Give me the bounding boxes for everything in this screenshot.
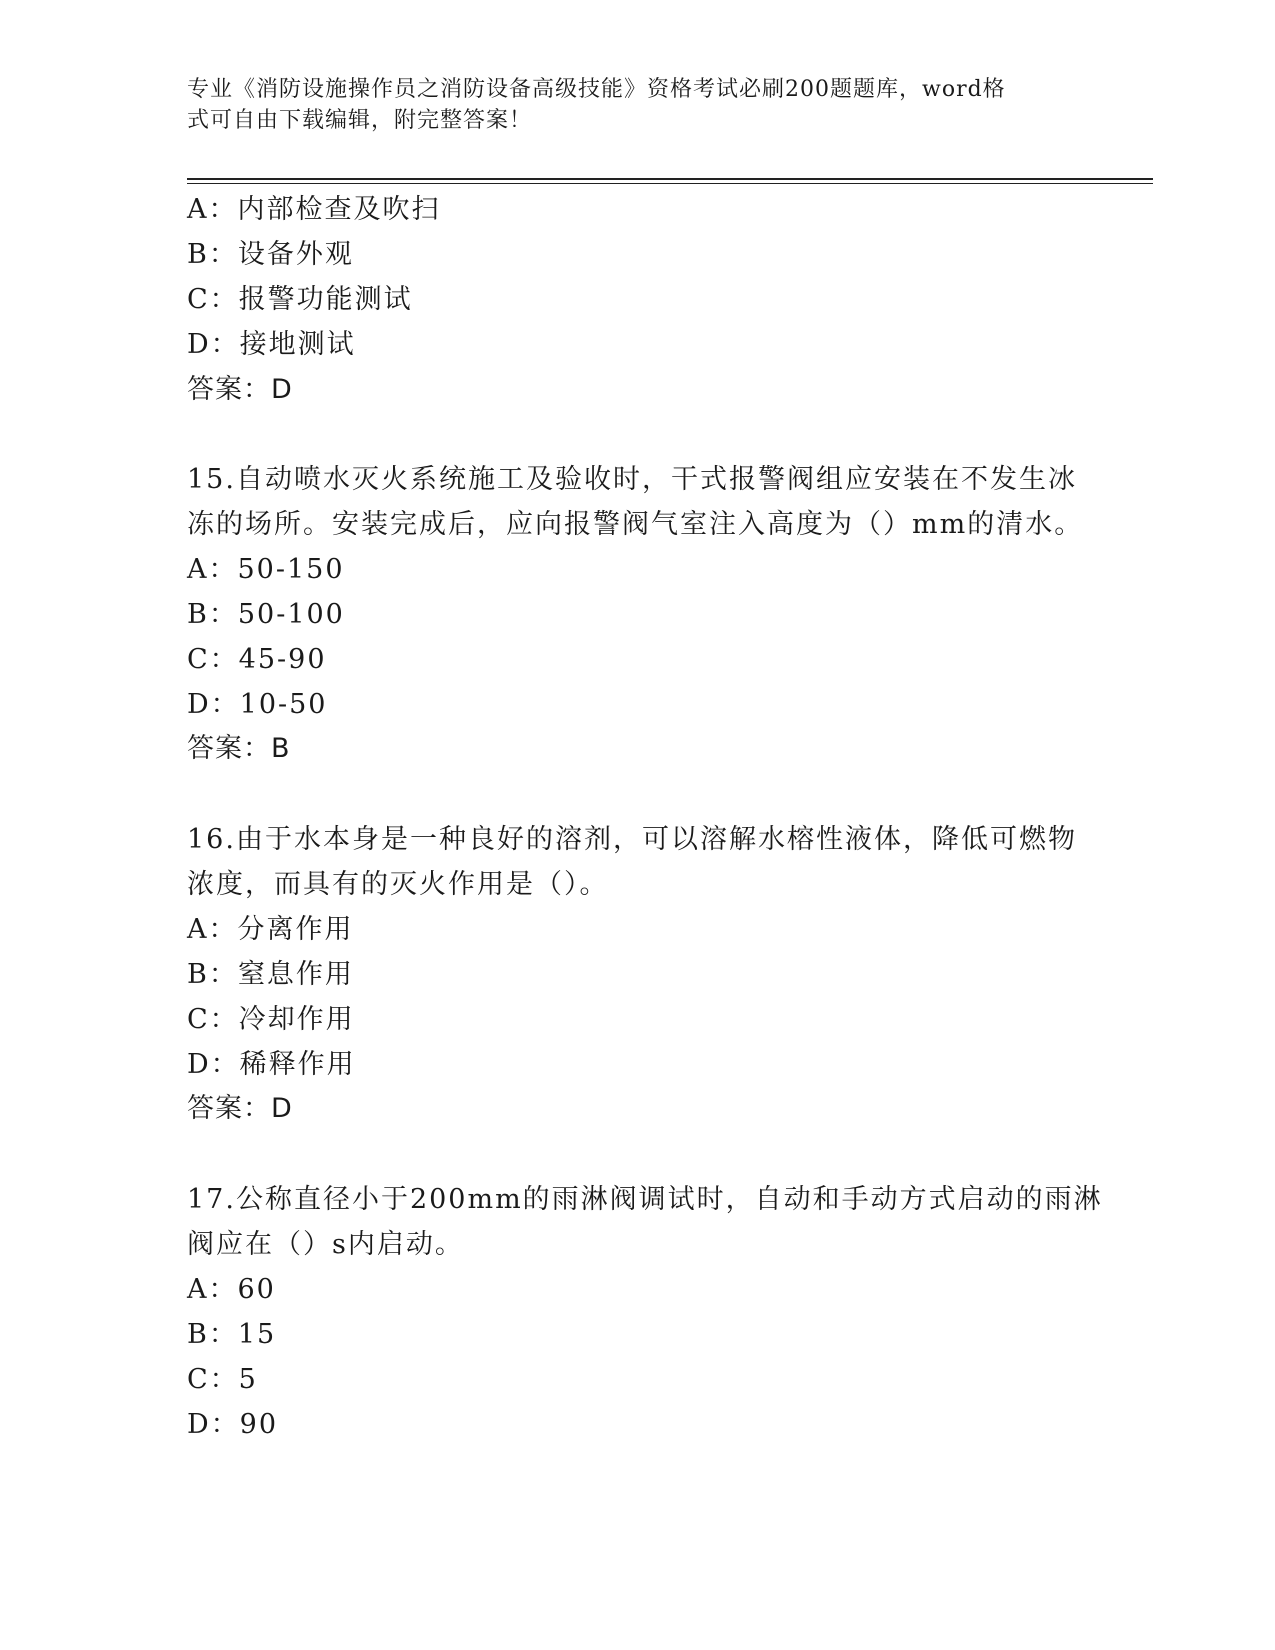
question-16-line-2: 浓度，而具有的灭火作用是（）。 [187,869,609,900]
question-15-line-1: 15.自动喷水灭火系统施工及验收时，干式报警阀组应安装在不发生冰 [187,464,1077,495]
option-b: B：50-100 [187,599,345,630]
question-17-line-1: 17.公称直径小于200mm的雨淋阀调试时，自动和手动方式启动的雨淋 [187,1184,1103,1215]
option-d: D：10-50 [187,689,328,720]
option-a: A：内部检查及吹扫 [187,194,441,225]
option-c: C：45-90 [187,644,327,675]
option-d: D：90 [187,1409,279,1440]
option-a: A：50-150 [187,554,345,585]
option-d: D：稀释作用 [187,1049,356,1080]
document-header [187,74,1067,136]
option-d: D：接地测试 [187,329,356,360]
header-rule-thick [187,178,1153,180]
question-15-line-2: 冻的场所。安装完成后，应向报警阀气室注入高度为（）mm的清水。 [187,509,1084,540]
answer: 答案：D [187,1093,293,1124]
answer: 答案：D [187,374,293,405]
option-a: A：分离作用 [187,914,354,945]
question-17-line-2: 阀应在（）s内启动。 [187,1229,464,1260]
header-rule-thin [187,183,1153,184]
header-line-2: 式可自由下载编辑，附完整答案！ [187,108,533,133]
option-b: B：窒息作用 [187,959,354,990]
answer: 答案：B [187,733,291,764]
option-c: C：报警功能测试 [187,284,413,315]
option-a: A：60 [187,1274,276,1305]
header-line-1: 专业《消防设施操作员之消防设备高级技能》资格考试必刷200题题库，word格 [187,77,1006,102]
option-b: B：设备外观 [187,239,354,270]
option-c: C：5 [187,1364,258,1395]
option-b: B：15 [187,1319,277,1350]
question-16-line-1: 16.由于水本身是一种良好的溶剂，可以溶解水榕性液体，降低可燃物 [187,824,1077,855]
option-c: C：冷却作用 [187,1004,355,1035]
